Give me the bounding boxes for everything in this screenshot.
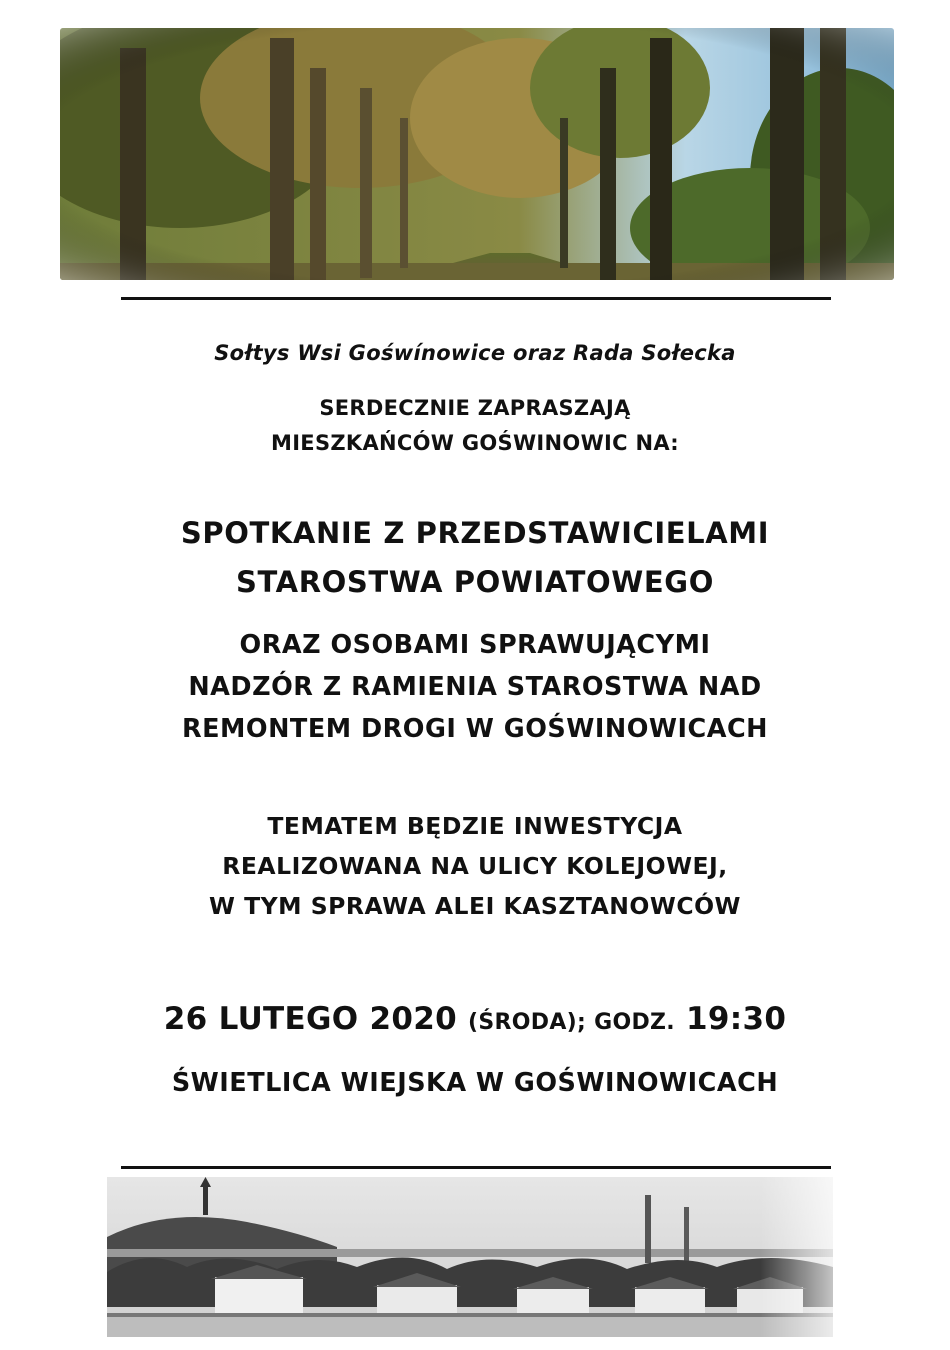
chestnut-alley-photo bbox=[60, 28, 894, 280]
event-subtitle-line-2: NADZÓR Z RAMIENIA STAROSTWA NAD bbox=[188, 672, 762, 702]
topic-line-2: REALIZOWANA NA ULICY KOLEJOWEJ, bbox=[222, 852, 728, 880]
village-panorama-photo bbox=[107, 1177, 833, 1337]
date-time-line bbox=[0, 1001, 950, 1037]
event-subtitle-line-1: ORAZ OSOBAMI SPRAWUJĄCYMI bbox=[239, 630, 711, 660]
topic-line-3: W TYM SPRAWA ALEI KASZTANOWCÓW bbox=[209, 892, 741, 920]
event-title-line-1: SPOTKANIE Z PRZEDSTAWICIELAMI bbox=[180, 516, 770, 550]
event-weekday: (ŚRODA); GODZ. bbox=[468, 1010, 675, 1035]
invite-line-2: MIESZKAŃCÓW GOŚWINOWIC NA: bbox=[271, 431, 679, 455]
organizers-text: Sołtys Wsi Gośwínowice oraz Rada Sołecka bbox=[214, 341, 736, 365]
topic-line-1: TEMATEM BĘDZIE INWESTYCJA bbox=[267, 812, 683, 840]
event-subtitle-line-3: REMONTEM DROGI W GOŚWINOWICACH bbox=[181, 714, 769, 744]
event-title-line-2: STAROSTWA POWIATOWEGO bbox=[236, 565, 714, 599]
divider-top bbox=[121, 297, 831, 300]
invite-line-1: SERDECZNIE ZAPRASZAJĄ bbox=[319, 396, 631, 420]
divider-bottom bbox=[121, 1166, 831, 1169]
event-place: ŚWIETLICA WIEJSKA W GOŚWINOWICACH bbox=[171, 1068, 779, 1098]
event-time: 19:30 bbox=[686, 1001, 787, 1037]
event-date: 26 LUTEGO 2020 bbox=[163, 1001, 457, 1037]
